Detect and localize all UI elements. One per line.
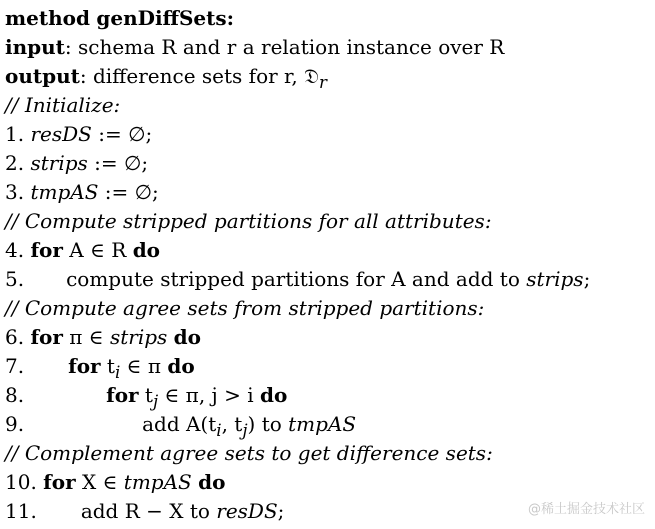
step-text: := ∅; [98, 180, 159, 204]
comment-initialize: // Initialize: [5, 93, 121, 117]
step-text: ) to [247, 412, 289, 436]
step-11 [5, 497, 284, 526]
keyword: for [68, 354, 101, 378]
step-number: 5. [5, 267, 25, 291]
step-text: , t [221, 412, 243, 436]
keyword: for [106, 383, 139, 407]
keyword: do [198, 470, 226, 494]
step-text: ∈ π [120, 354, 168, 378]
step-text: ; [277, 499, 285, 523]
variable: tmpAS [288, 412, 357, 436]
step-9 [5, 410, 356, 439]
step-number: 8. [5, 383, 25, 407]
variable: strips [109, 325, 168, 349]
watermark: @稀土掘金技术社区 [527, 502, 645, 517]
keyword: do [173, 325, 201, 349]
variable: tmpAS [30, 180, 99, 204]
subscript: j [242, 421, 248, 440]
keyword: for [43, 470, 76, 494]
step-number: 7. [5, 354, 25, 378]
variable: resDS [30, 122, 92, 146]
method-name: genDiffSets: [96, 6, 235, 30]
keyword: do [259, 383, 288, 407]
step-number: 3. [5, 180, 25, 204]
step-text: add A(t [142, 412, 217, 436]
step-text: π ∈ [62, 325, 110, 349]
comment-agree: // Compute agree sets from stripped partitions: [5, 296, 485, 320]
variable: resDS [216, 499, 278, 523]
step-5 [5, 265, 590, 294]
step-text: := ∅; [91, 122, 153, 146]
step-number: 1. [5, 122, 25, 146]
keyword: do [132, 238, 161, 262]
comment-stripped: // Compute stripped partitions for all attributes: [5, 209, 492, 233]
comment-complement: // Complement agree sets to get difference sets: [5, 441, 493, 465]
step-1 [5, 120, 152, 149]
step-text: := ∅; [87, 151, 149, 175]
keyword: input [5, 35, 65, 59]
input-text: : schema R and r a relation instance over R [64, 35, 505, 59]
input-line [5, 33, 504, 62]
step-number: 9. [5, 412, 25, 436]
step-6 [5, 323, 201, 352]
subscript: j [152, 392, 159, 411]
output-line [5, 62, 327, 91]
step-number: 11. [5, 499, 37, 523]
step-8 [5, 381, 287, 410]
step-text: ∈ π, j > i [158, 383, 260, 407]
keyword: do [167, 354, 195, 378]
output-text: : difference sets for r, 𝔇 [79, 64, 319, 88]
keyword: for [30, 325, 63, 349]
step-text: ; [583, 267, 591, 291]
step-4 [5, 236, 160, 265]
step-10 [5, 468, 225, 497]
variable: strips [526, 267, 584, 291]
step-2 [5, 149, 148, 178]
step-number: 6. [5, 325, 25, 349]
step-number: 4. [5, 238, 25, 262]
keyword: for [30, 238, 63, 262]
subscript: r [318, 73, 327, 92]
step-text: compute stripped partitions for A and add to [66, 267, 527, 291]
method-heading [5, 4, 234, 33]
step-text: add R − X to [80, 499, 217, 523]
step-text: t [138, 383, 153, 407]
step-7 [5, 352, 195, 381]
subscript: i [216, 421, 222, 440]
step-text: A ∈ R [62, 238, 133, 262]
step-text: t [100, 354, 115, 378]
variable: strips [30, 151, 88, 175]
variable: tmpAS [123, 470, 192, 494]
step-number: 10. [5, 470, 37, 494]
keyword: output [5, 64, 80, 88]
step-text: X ∈ [75, 470, 124, 494]
step-number: 2. [5, 151, 25, 175]
step-3 [5, 178, 159, 207]
subscript: i [114, 363, 121, 382]
keyword: method [5, 6, 90, 30]
